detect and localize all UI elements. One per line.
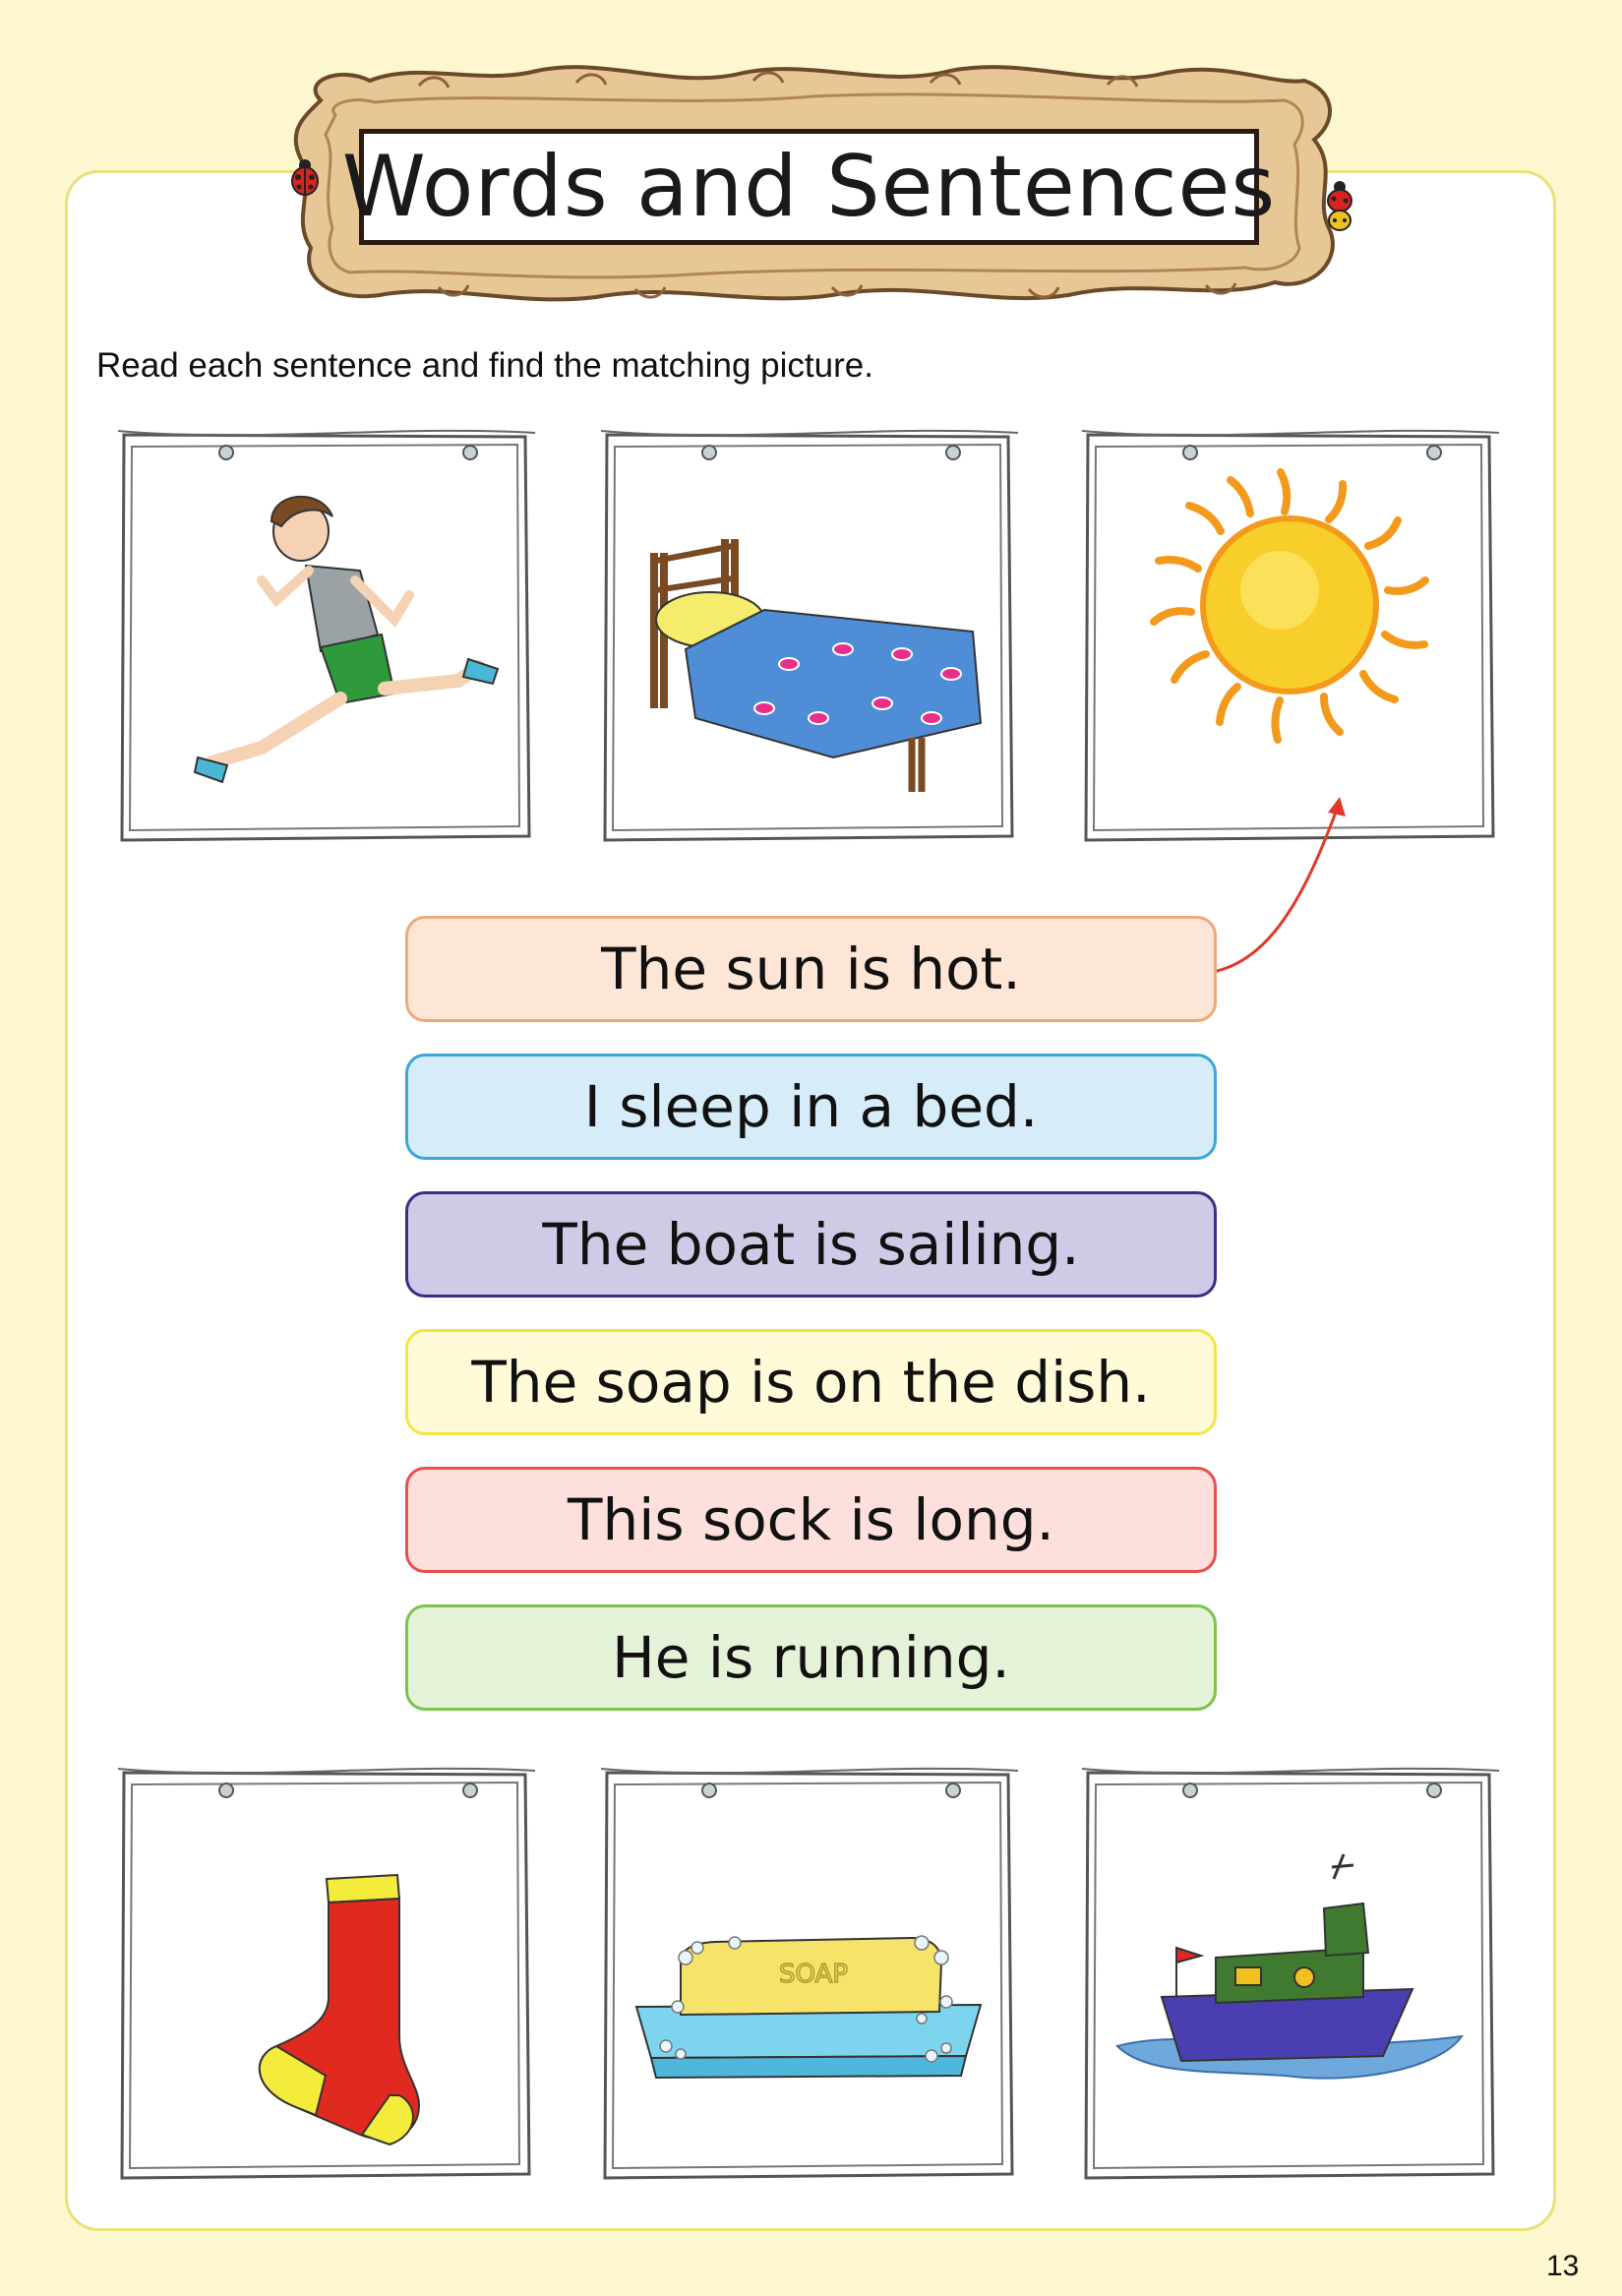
picture-card-bed[interactable] <box>587 423 1030 856</box>
title-box <box>341 129 1277 245</box>
picture-card-sock[interactable] <box>104 1761 547 2194</box>
picture-card-soap[interactable] <box>587 1761 1030 2194</box>
soap-dish-icon <box>587 1761 1030 2194</box>
sock-icon <box>104 1761 547 2194</box>
sentence-text: The boat is sailing. <box>542 1211 1080 1278</box>
ladybird-icon <box>287 157 323 197</box>
sentence-box[interactable] <box>405 916 1217 1022</box>
soap-label: SOAP <box>779 1960 848 1989</box>
picture-card-running-boy[interactable] <box>104 423 547 856</box>
sentence-box[interactable] <box>405 1054 1217 1160</box>
sentence-box[interactable] <box>405 1467 1217 1573</box>
sentence-text: The soap is on the dish. <box>471 1349 1151 1416</box>
ladybird-icon <box>1320 179 1359 232</box>
sentence-box[interactable] <box>405 1191 1217 1298</box>
sentence-box[interactable] <box>405 1329 1217 1435</box>
page-title: Words and Sentences <box>341 138 1277 236</box>
sentence-text: The sun is hot. <box>601 936 1021 1002</box>
sentence-text: He is running. <box>612 1624 1010 1691</box>
sentence-text: I sleep in a bed. <box>583 1073 1039 1140</box>
instruction-text: Read each sentence and find the matching picture. <box>96 346 873 385</box>
boat-icon <box>1068 1761 1511 2194</box>
running-boy-icon <box>104 423 547 856</box>
bed-icon <box>587 423 1030 856</box>
sentence-text: This sock is long. <box>568 1486 1054 1553</box>
sentence-box[interactable] <box>405 1604 1217 1711</box>
page-number: 13 <box>1546 2250 1580 2282</box>
picture-card-boat[interactable] <box>1068 1761 1511 2194</box>
